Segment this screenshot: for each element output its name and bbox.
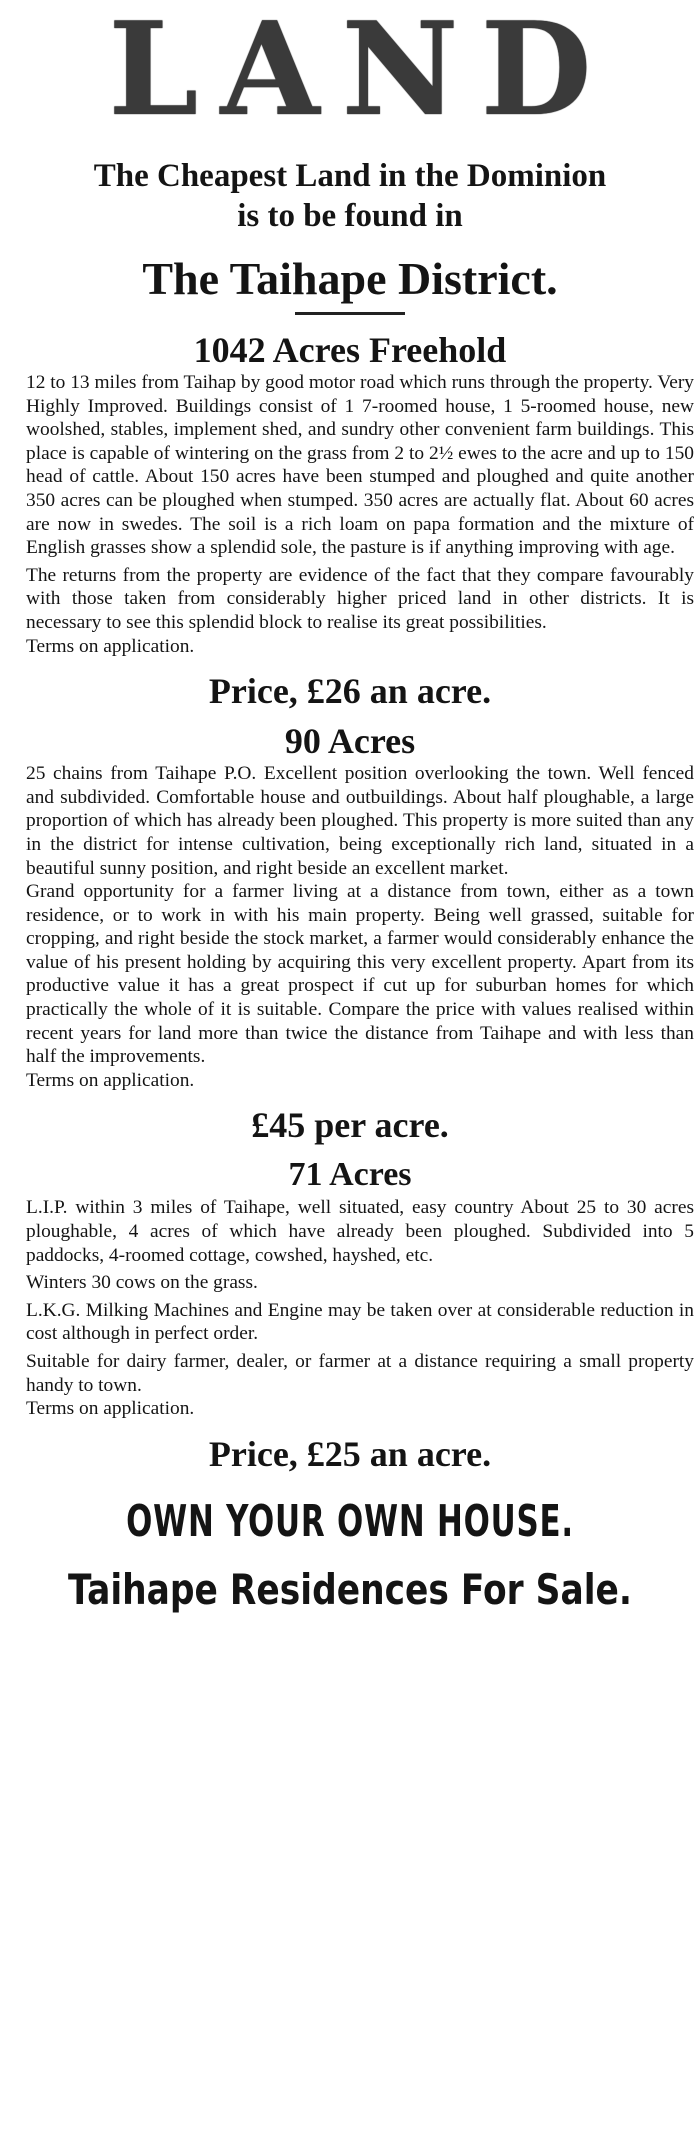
listing-title: 90 Acres [284, 721, 416, 762]
tagline [6, 156, 694, 236]
listing-1042-acres [6, 329, 694, 714]
terms-note: Terms on application. [26, 1069, 195, 1091]
listing-description [26, 371, 694, 635]
footer-subheading: Taihape Residences For Sale. [68, 1564, 632, 1614]
footer-heading: OWN YOUR OWN HOUSE. [126, 1495, 574, 1547]
masthead: LAND [108, 0, 614, 145]
listing-paragraph: The returns from the property are evidence of the fact that they compare favourably with those taken from considerably higher priced land in other districts. It is necessary to see this splendid block to realise its great possibilities. [26, 564, 694, 633]
listing-title: 1042 Acres Freehold [193, 330, 507, 370]
terms-note: Terms on application. [26, 1398, 195, 1420]
price-line: Price, £25 an acre. [208, 1433, 492, 1474]
listing-title: 71 Acres [288, 1156, 412, 1194]
listing-description [26, 762, 694, 1069]
listing-71-acres [6, 1154, 694, 1476]
listing-90-acres [6, 720, 694, 1148]
listing-paragraph: L.K.G. Milking Machines and Engine may be taken over at considerable reduction in cost although in perfect order. [26, 1299, 694, 1345]
price-line: Price, £26 an acre. [208, 671, 492, 712]
listing-paragraph: 12 to 13 miles from Taihap by good motor road which runs through the property. Very Highly Improved. Buildings consist of 1 7-roomed house, 1 5-roomed house, new woolshed, stables, implement shed, and sundry other convenient farm buildings. This place is capable of wintering on the grass from 2 to 2½ ewes to the acre and up to 150 head of cattle. About 150 acres have been stumped and ploughed and quite another 350 acres can be ploughed when stumped. 350 acres are actually flat. About 60 acres are now in swedes. The soil is a rich loam on papa formation and the mixture of English grasses show a splendid sole, the pasture is if anything improving with age. [26, 372, 694, 559]
divider-rule [295, 312, 405, 315]
listing-paragraph: Suitable for dairy farmer, dealer, or farmer at a distance requiring a small property handy to town. [26, 1351, 694, 1396]
listing-paragraph: 25 chains from Taihape P.O. Excellent position overlooking the town. Well fenced and subdivided. Comfortable house and outbuildings. About half ploughable, a large proportion of which has already been ploughed. This property is more suited than any in the district for intense cultivation, being exceptionally rich land, situated in a beautiful sunny position, and right beside an excellent market. [26, 763, 694, 879]
listing-paragraph: L.I.P. within 3 miles of Taihape, well situated, easy country About 25 to 30 acres ploughable, 4 acres of which have already been ploughed. Subdivided into 5 paddocks, 4-roomed cottage, cowshed, hayshed, etc. [26, 1197, 694, 1266]
tagline-line-1: The Cheapest Land in the Dominion [93, 158, 607, 194]
listing-description [26, 1196, 694, 1397]
listing-paragraph: Winters 30 cows on the grass. [26, 1272, 258, 1294]
terms-note: Terms on application. [26, 635, 195, 657]
district-heading: The Taihape District. [142, 253, 558, 304]
price-line: £45 per acre. [251, 1105, 449, 1146]
listing-paragraph: Grand opportunity for a farmer living at a distance from town, either as a town residence, or to work in with his main property. Being well grassed, suitable for cropping, and right beside the stock market, a farmer would considerably enhance the value of his present holding by acquiring this very excellent property. Apart from its productive value it has a great prospect if cut up for suburban homes for which practically the whole of it is suitable. Compare the price with values realised within recent years for land more than twice the distance from Taihape and with less than half the improvements. [26, 881, 694, 1068]
tagline-line-2: is to be found in [237, 198, 463, 234]
